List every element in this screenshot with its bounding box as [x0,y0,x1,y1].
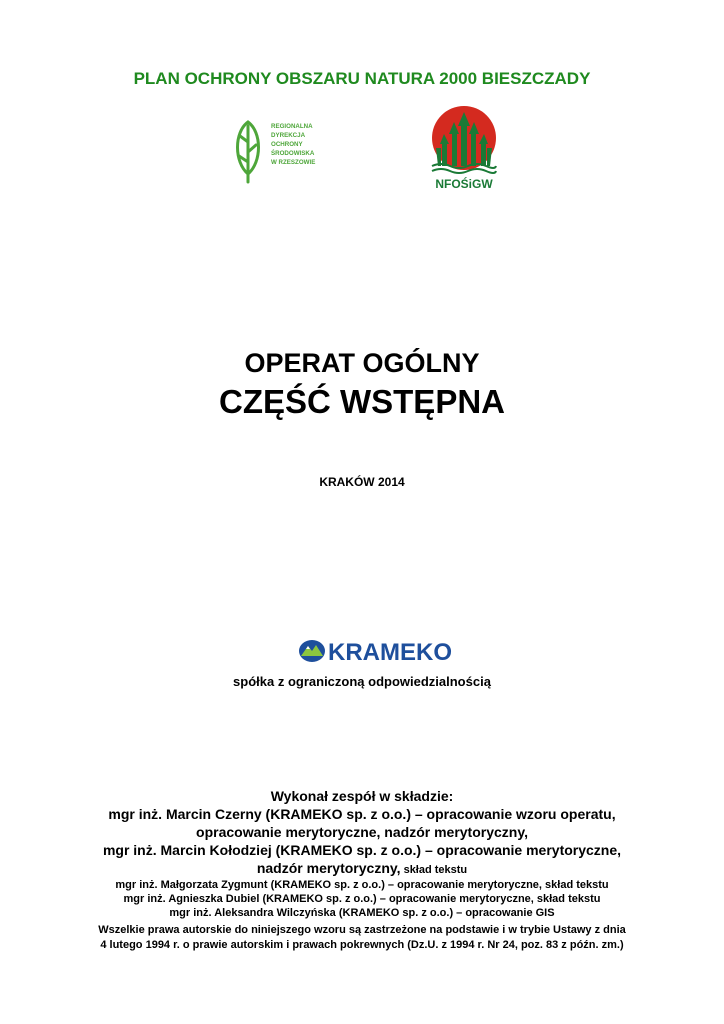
document-header-title: PLAN OCHRONY OBSZARU NATURA 2000 BIESZCZADY [133,69,591,88]
rdos-line-3: OCHRONY [271,141,303,148]
nfosigw-label: NFOŚiGW [435,177,493,191]
document-title-line-1: OPERAT OGÓLNY [244,348,480,378]
team-member-line: opracowanie merytoryczne, nadzór merytoryczny, [196,824,528,840]
place-and-year: KRAKÓW 2014 [319,475,405,489]
rdos-line-4: ŚRODOWISKA [271,150,315,157]
rdos-rzeszow-logo [228,112,348,184]
team-member-line [0,859,724,878]
team-section [0,787,724,920]
team-heading: Wykonał zespół w składzie: [270,788,454,804]
rdos-line-2: DYREKCJA [271,132,306,139]
copyright-notice [0,923,724,953]
copyright-line: 4 lutego 1994 r. o prawie autorskim i prawach pokrewnych (Dz.U. z 1994 r. Nr 24, poz. 83 z późn. zm.) [100,939,624,951]
krameko-logo [298,636,464,666]
team-member-text-small: skład tekstu [400,864,468,876]
team-member-line: mgr inż. Aleksandra Wilczyńska (KRAMEKO sp. z o.o.) – opracowanie GIS [169,907,555,919]
copyright-line: Wszelkie prawa autorskie do niniejszego wzoru są zastrzeżone na podstawie i w trybie Ustawy z dnia [98,924,626,936]
team-member-text: nadzór merytoryczny, [256,860,401,876]
krameko-wordmark: KRAMEKO [328,639,452,666]
leaf-icon [238,122,259,182]
nfosigw-logo [428,104,500,192]
team-member-line: mgr inż. Marcin Czerny (KRAMEKO sp. z o.o.) – opracowanie wzoru operatu, [108,806,616,822]
rdos-line-5: W RZESZOWIE [271,159,316,166]
team-member-line: mgr inż. Marcin Kołodziej (KRAMEKO sp. z o.o.) – opracowanie merytoryczne, [102,842,622,858]
team-member-line: mgr inż. Agnieszka Dubiel (KRAMEKO sp. z o.o.) – opracowanie merytoryczne, skład tekstu [123,893,601,905]
document-title-line-2: CZĘŚĆ WSTĘPNA [218,383,505,420]
team-member-line: mgr inż. Małgorzata Zygmunt (KRAMEKO sp. z o.o.) – opracowanie merytoryczne, skład tekstu [115,879,609,891]
rdos-line-1: REGIONALNA [271,123,313,130]
company-legal-form: spółka z ograniczoną odpowiedzialnością [233,674,491,689]
mountain-globe-icon [299,640,325,662]
